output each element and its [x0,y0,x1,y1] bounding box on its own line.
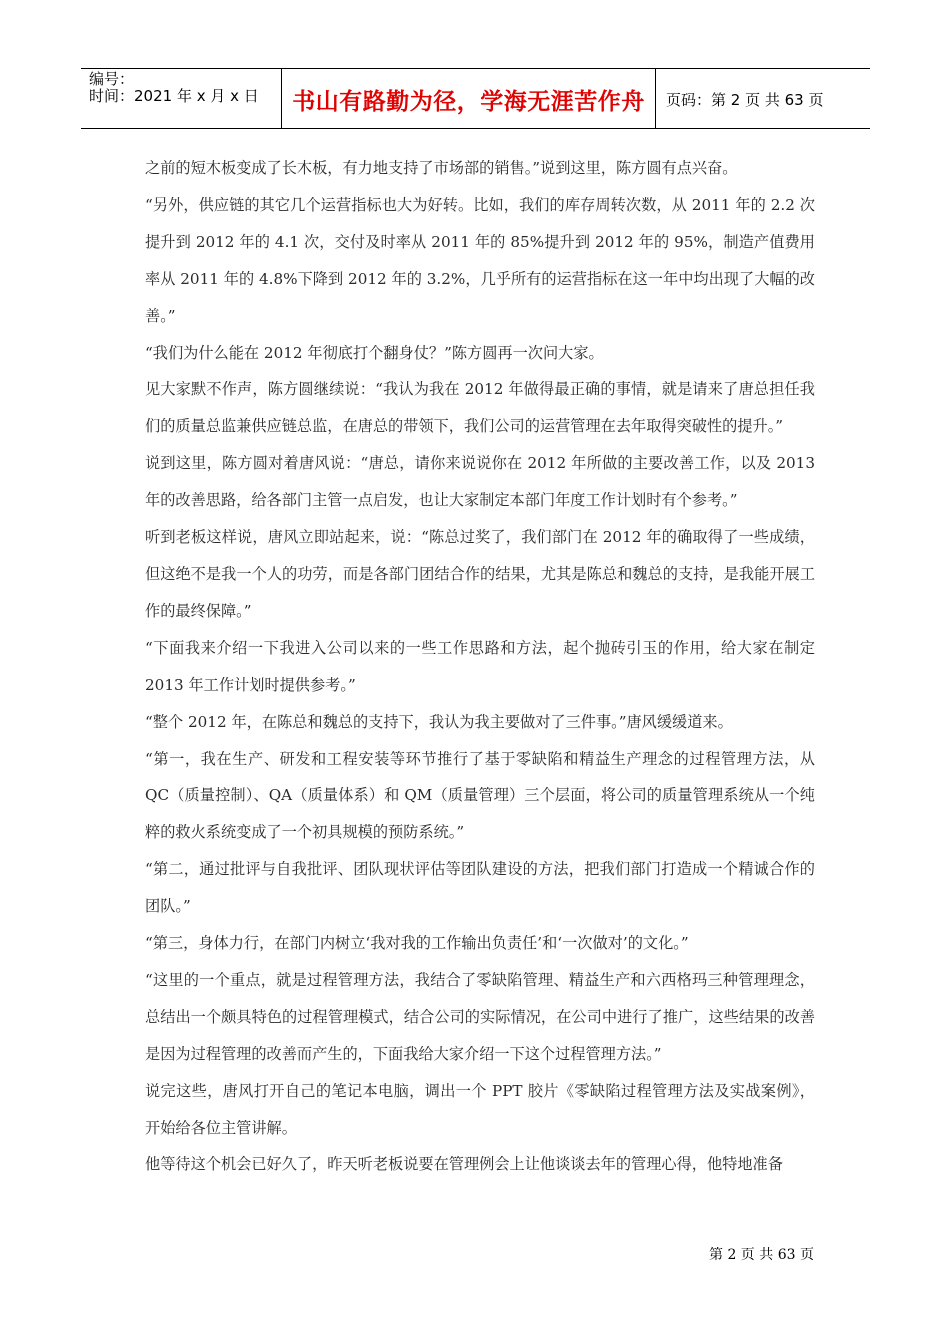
paragraph: “第一，我在生产、研发和工程安装等环节推行了基于零缺陷和精益生产理念的过程管理方法，从 QC（质量控制）、QA（质量体系）和 QM（质量管理）三个层面，将公司的质量管理系统从一个纯粹的救火系统变成了一个初具规模的预防系统。” [145,749,815,842]
paragraph: “我们为什么能在 2012 年彻底打个翻身仗？”陈方圆再一次问大家。 [145,343,604,362]
paragraph: “整个 2012 年，在陈总和魏总的支持下，我认为我主要做对了三件事。”唐风缓缓道来。 [145,712,733,731]
paragraph: 说到这里，陈方圆对着唐风说：“唐总，请你来说说你在 2012 年所做的主要改善工作，以及 2013 年的改善思路，给各部门主管一点启发，也让大家制定本部门年度工作计划时有个参考。” [145,454,815,510]
document-body [145,150,815,1183]
header-page-code: 页码：第 2 页 共 63 页 [666,91,824,109]
number-label: 编号： [89,70,135,88]
paragraph: 之前的短木板变成了长木板，有力地支持了市场部的销售。”说到这里，陈方圆有点兴奋。 [145,159,738,177]
page-header [81,68,870,129]
paragraph: 见大家默不作声，陈方圆继续说：“我认为我在 2012 年做得最正确的事情，就是请来了唐总担任我们的质量总监兼供应链总监，在唐总的带领下，我们公司的运营管理在去年取得突破性的提升。” [145,380,815,436]
paragraph: 听到老板这样说，唐风立即站起来，说：“陈总过奖了，我们部门在 2012 年的确取得了一些成绩，但这绝不是我一个人的功劳，而是各部门团结合作的结果，尤其是陈总和魏总的支持，是我能开展工作的最终保障。” [145,528,815,620]
paragraph: “第三，身体力行，在部门内树立‘我对我的工作输出负责任’和‘一次做对’的文化。” [145,934,689,953]
paragraph: “第二，通过批评与自我批评、团队现状评估等团队建设的方法，把我们部门打造成一个精诚合作的团队。” [145,860,815,916]
paragraph: “另外，供应链的其它几个运营指标也大为好转。比如，我们的库存周转次数，从 2011 年的 2.2 次提升到 2012 年的 4.1 次，交付及时率从 2011 年的 85%提升到 2012 年的 95%，制造产值费用率从 2011 年的 4.8%下降到 2012 年的 3.2%，几乎所有的运营指标在这一年中均出现了大幅的改善。” [145,195,815,325]
motto: 书山有路勤为径，学海无涯苦作舟 [282,69,656,128]
header-info-cell [81,69,282,128]
paragraph: “下面我来介绍一下我进入公司以来的一些工作思路和方法，起个抛砖引玉的作用，给大家在制定 2013 年工作计划时提供参考。” [145,638,815,694]
time-label: 时间：2021 年 x 月 x 日 [89,87,259,105]
page-footer: 第 2 页 共 63 页 [709,1247,814,1263]
paragraph: 他等待这个机会已好久了，昨天听老板说要在管理例会上让他谈谈去年的管理心得，他特地准备 [145,1155,783,1174]
paragraph: 说完这些，唐风打开自己的笔记本电脑，调出一个 PPT 胶片《零缺陷过程管理方法及实战案例》，开始给各位主管讲解。 [145,1081,815,1137]
paragraph: “这里的一个重点，就是过程管理方法，我结合了零缺陷管理、精益生产和六西格玛三种管理理念，总结出一个颇具特色的过程管理模式，结合公司的实际情况，在公司中进行了推广，这些结果的改善是因为过程管理的改善而产生的，下面我给大家介绍一下这个过程管理方法。” [145,970,815,1063]
